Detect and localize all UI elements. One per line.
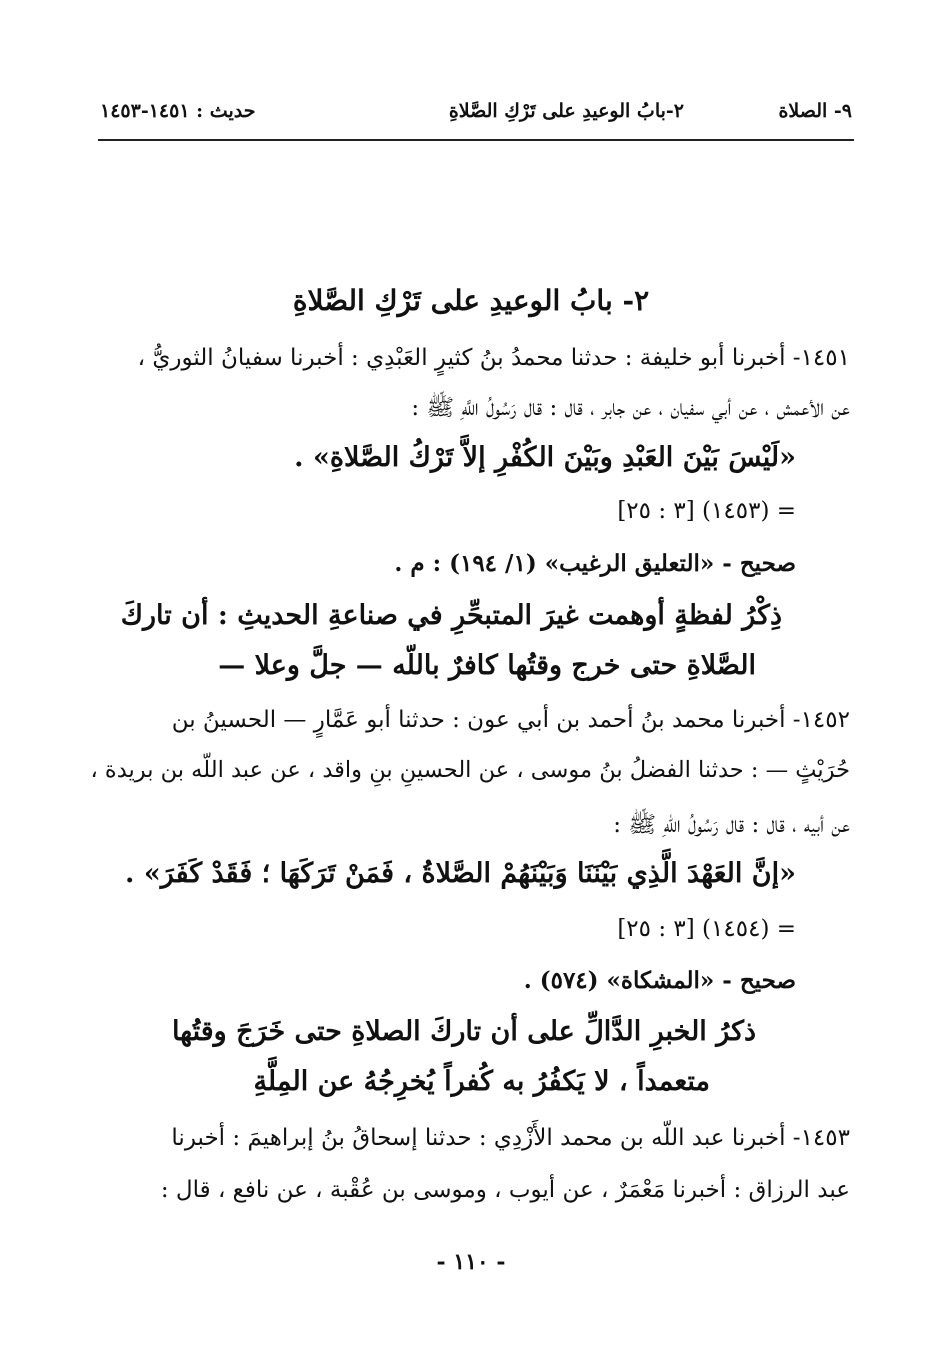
heading-3-line-2: متعمداً ، لا يَكفُرُ به كُفراً يُخرِجُهُ عن المِلَّةِ <box>253 1066 710 1097</box>
hadith-1452-line-1: ١٤٥٢- أخبرنا محمد بنُ أحمد بن أبي عون : حدثنا أبو عَمَّارٍ — الحسينُ بن <box>171 707 850 733</box>
section-title: ٢- بابُ الوعيدِ على تَرْكِ الصَّلاةِ <box>292 284 650 317</box>
hadith-1452-line-2: حُرَيْثٍ — : حدثنا الفضلُ بنُ موسى ، عن الحسينِ بنِ واقد ، عن عبد اللّه بن بريدة ، <box>90 757 850 783</box>
hadith-1452-grade: صحيح - «المشكاة» (٥٧٤) . <box>523 967 796 994</box>
heading-3-line-1: ذكرُ الخبرِ الدَّالِّ على أن تاركَ الصلاةِ حتى خَرَجَ وقتُها <box>171 1016 756 1047</box>
page-number: - ١١٠ - <box>436 1249 506 1275</box>
heading-2-line-2: الصَّلاةِ حتى خرج وقتُها كافرٌ باللّه — جلَّ وعلا — <box>218 650 756 681</box>
header-chapter: ٩- الصلاة <box>778 100 852 122</box>
hadith-1452-ref: = (١٤٥٤) [٣ : ٢٥] <box>617 916 796 942</box>
hadith-1451-line-2: عن الأعمش ، عن أبي سفيان ، عن جابر ، قال : قال رَسُولُ اللَّهِ ﷺ : <box>411 395 850 421</box>
header-section: ٢-بابُ الوعيدِ على تَرْكِ الصَّلاةِ <box>448 100 684 122</box>
hadith-1453-line-2: عبد الرزاق : أخبرنا مَعْمَرٌ ، عن أيوب ، وموسى بن عُقْبة ، عن نافع ، قال : <box>160 1177 850 1203</box>
heading-2-line-1: ذِكْرُ لفظةٍ أوهمت غيرَ المتبحِّرِ في صناعةِ الحديثِ : أن تاركَ <box>120 600 782 631</box>
header-hadith-range: حديث : ١٤٥١-١٤٥٣ <box>100 100 256 122</box>
hadith-1452-line-3: عن أبيه ، قال : قال رَسُولُ اللّهِ ﷺ : <box>613 812 850 838</box>
hadith-1451-ref: = (١٤٥٣) [٣ : ٢٥] <box>617 498 796 524</box>
hadith-1453-line-1: ١٤٥٣- أخبرنا عبد اللّه بن محمد الأَزْدِي : حدثنا إسحاقُ بنُ إبراهيمَ : أخبرنا <box>171 1125 850 1151</box>
header-rule <box>98 139 854 141</box>
hadith-1452-matn: «إنَّ العَهْدَ الَّذِي بَيْنَنَا وَبَيْنَهُمْ الصَّلاةُ ، فَمَنْ تَرَكَهَا ؛ فَقَدْ كَفَرَ» . <box>125 858 796 889</box>
hadith-1451-line-1: ١٤٥١- أخبرنا أبو خليفة : حدثنا محمدُ بنُ كثيرٍ العَبْدِي : أخبرنا سفيانُ الثوريُّ ، <box>137 345 850 371</box>
hadith-1451-matn: «لَيْسَ بَيْنَ العَبْدِ وبَيْنَ الكُفْرِ إلاَّ تَرْكُ الصَّلاةِ» . <box>294 442 796 473</box>
hadith-1451-grade: صحيح - «التعليق الرغيب» (١/ ١٩٤) : م . <box>394 550 796 577</box>
